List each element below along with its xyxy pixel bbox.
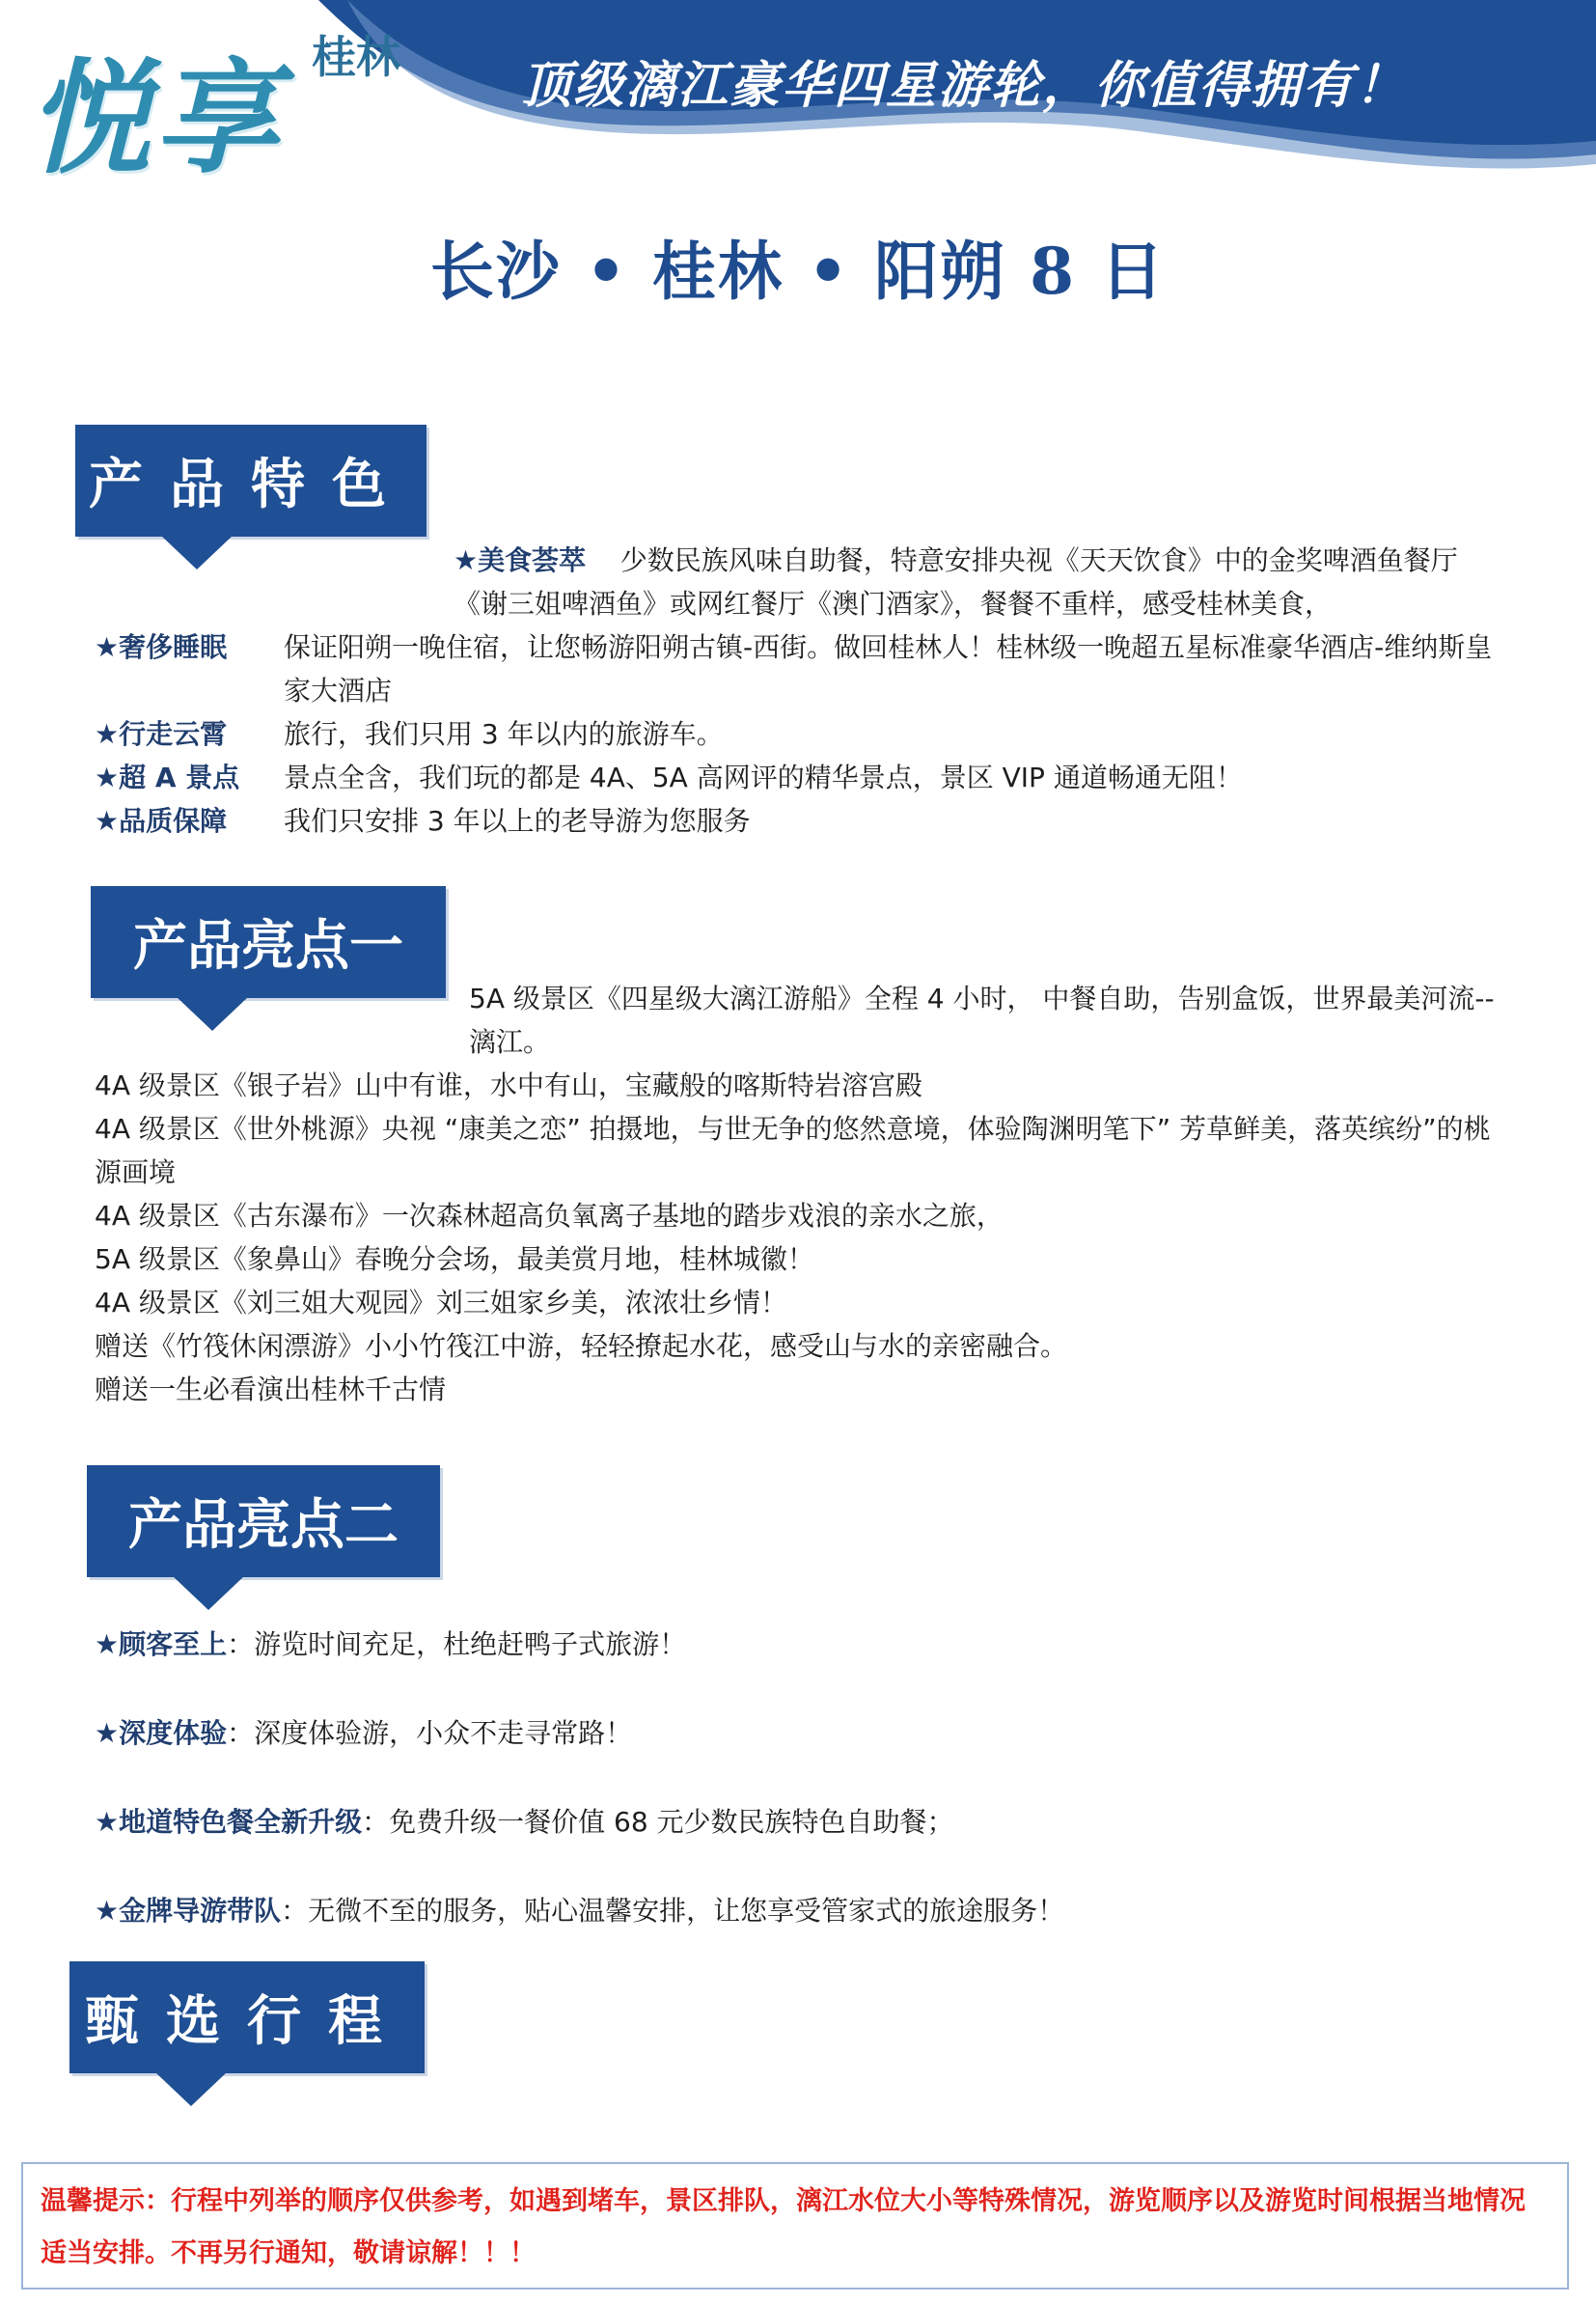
highlight-line: 4A 级景区《银子岩》山中有谁，水中有山，宝藏般的喀斯特岩溶宫殿 xyxy=(95,1069,922,1101)
highlights1-list xyxy=(95,977,1503,1411)
feature-label: ★奢侈睡眠 xyxy=(95,631,228,663)
highlight-line: 5A 级景区《象鼻山》春晚分会场，最美赏月地，桂林城徽！ xyxy=(95,1243,814,1275)
feature-text: 少数民族风味自助餐，特意安排央视《天天饮食》中的金奖啤酒鱼餐厅《谢三姐啤酒鱼》或网红餐厅《澳门酒家》，餐餐不重样，感受桂林美食， xyxy=(454,544,1458,620)
highlight-line: 4A 级景区《古东瀑布》一次森林超高负氧离子基地的踏步戏浪的亲水之旅， xyxy=(95,1200,1004,1232)
features-heading: 产品特色 xyxy=(75,425,427,537)
highlight2-item xyxy=(95,1799,1064,1888)
feature-text: 我们只安排 3 年以上的老导游为您服务 xyxy=(284,805,751,837)
feature-item xyxy=(95,712,1503,756)
itinerary-heading: 甄选行程 xyxy=(69,1961,425,2073)
highlight-line: 赠送一生必看演出桂林千古情 xyxy=(95,1374,447,1405)
highlights2-list xyxy=(95,1622,1064,1977)
highlight-line: 5A 级景区《四星级大漓江游船》全程 4 小时， 中餐自助，告别盒饭，世界最美河流--漓江。 xyxy=(469,983,1495,1058)
highlight2-label: ★金牌导游带队 xyxy=(95,1895,282,1927)
highlight2-item xyxy=(95,1710,1064,1799)
page-title: 长沙 • 桂林 • 阳朔 8 日 xyxy=(429,234,1167,309)
highlight2-text: ：免费升级一餐价值 68 元少数民族特色自助餐； xyxy=(362,1806,954,1838)
feature-label: ★超 A 景点 xyxy=(95,762,240,793)
highlight-line: 赠送《竹筏休闲漂游》小小竹筏江中游，轻轻撩起水花，感受山与水的亲密融合。 xyxy=(95,1330,1068,1362)
highlight-line: 4A 级景区《刘三姐大观园》刘三姐家乡美，浓浓壮乡情！ xyxy=(95,1287,787,1319)
feature-label: ★行走云霄 xyxy=(95,718,228,750)
feature-item xyxy=(95,756,1503,799)
highlights2-heading: 产品亮点二 xyxy=(87,1465,440,1577)
feature-text: 保证阳朔一晚住宿，让您畅游阳朔古镇-西街。做回桂林人！桂林级一晚超五星标准豪华酒店-维纳斯皇家大酒店 xyxy=(284,631,1493,707)
highlight2-text: ：无微不至的服务，贴心温馨安排，让您享受管家式的旅途服务！ xyxy=(281,1895,1065,1927)
highlights1-heading: 产品亮点一 xyxy=(91,886,446,998)
highlight2-text: ：深度体验游，小众不走寻常路！ xyxy=(227,1717,633,1749)
feature-item xyxy=(95,625,1503,712)
feature-label: ★品质保障 xyxy=(95,805,228,837)
highlight2-label: ★地道特色餐全新升级 xyxy=(95,1806,363,1838)
highlight-line: 4A 级景区《世外桃源》央视 “康美之恋” 拍摄地，与世无争的悠然意境，体验陶渊明笔下” 芳草鲜美，落英缤纷”的桃源画境 xyxy=(95,1113,1491,1188)
slogan: 顶级漓江豪华四星游轮，你值得拥有！ xyxy=(521,57,1408,115)
highlight2-label: ★顾客至上 xyxy=(95,1628,228,1660)
logo-sub: 桂林 xyxy=(312,31,400,83)
feature-label: ★美食荟萃 xyxy=(454,544,587,576)
feature-text: 旅行，我们只用 3 年以内的旅游车。 xyxy=(284,718,724,750)
notice-box: 温馨提示：行程中列举的顺序仅供参考，如遇到堵车，景区排队，漓江水位大小等特殊情况，游览顺序以及游览时间根据当地情况适当安排。不再另行通知，敬请谅解！！！ xyxy=(21,2162,1569,2290)
highlight2-item xyxy=(95,1622,1064,1710)
highlight2-text: ：游览时间充足，杜绝赶鸭子式旅游！ xyxy=(227,1628,687,1660)
logo-text: 悦享 xyxy=(27,46,283,191)
features-list xyxy=(95,539,1503,843)
feature-text: 景点全含，我们玩的都是 4A、5A 高网评的精华景点，景区 VIP 通道畅通无阻！ xyxy=(284,762,1243,793)
feature-item xyxy=(95,799,1503,843)
feature-item xyxy=(95,539,1503,625)
highlight2-label: ★深度体验 xyxy=(95,1717,228,1749)
